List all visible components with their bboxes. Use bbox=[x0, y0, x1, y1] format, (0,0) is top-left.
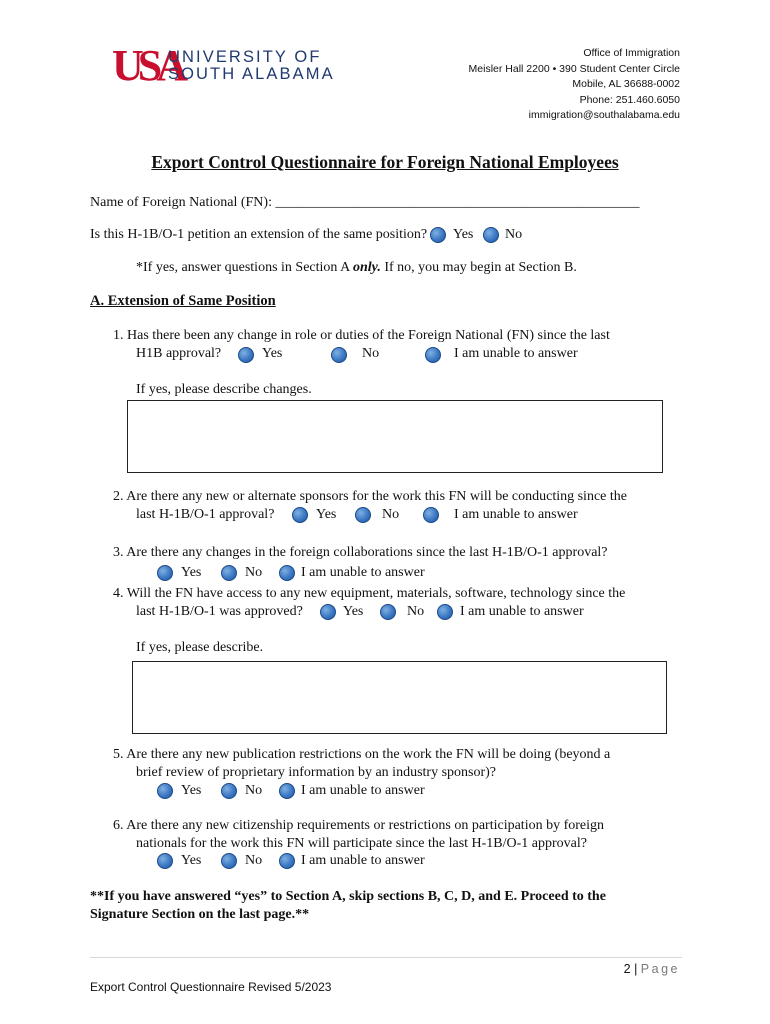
address-email[interactable]: immigration@southalabama.edu bbox=[528, 109, 680, 121]
q5-unable-radio[interactable] bbox=[279, 783, 295, 799]
university-line-2: SOUTH ALABAMA bbox=[168, 65, 335, 83]
document-title: Export Control Questionnaire for Foreign National Employees bbox=[151, 152, 619, 172]
q2-unable-radio[interactable] bbox=[423, 507, 439, 523]
q6-text: 6. Are there any new citizenship requirements or restrictions on participation by foreign bbox=[113, 818, 605, 833]
q3-unable-radio[interactable] bbox=[279, 565, 295, 581]
closing-instruction-2: Signature Section on the last page.** bbox=[90, 907, 310, 922]
q4-text-2: last H-1B/O-1 was approved? bbox=[136, 604, 303, 619]
q4-yes-label: Yes bbox=[343, 604, 364, 619]
instruction-note: *If yes, answer questions in Section A only. If no, you may begin at Section B. bbox=[136, 260, 577, 275]
q1-unable-label: I am unable to answer bbox=[454, 346, 578, 361]
q2-no-radio[interactable] bbox=[355, 507, 371, 523]
q4-yes-radio[interactable] bbox=[320, 604, 336, 620]
q2-yes-radio[interactable] bbox=[292, 507, 308, 523]
q4-no-label: No bbox=[407, 604, 425, 619]
q1-describe-textbox[interactable] bbox=[127, 400, 663, 473]
q4-describe-textbox[interactable] bbox=[132, 661, 667, 734]
address-line: Mobile, AL 36688-0002 bbox=[572, 78, 680, 90]
q2-text: 2. Are there any new or alternate sponsors for the work this FN will be conducting since the bbox=[113, 489, 627, 504]
q1-no-label: No bbox=[362, 346, 380, 361]
q6-yes-label: Yes bbox=[181, 853, 202, 868]
q1-yes-label: Yes bbox=[262, 346, 283, 361]
q1-text-2: H1B approval? bbox=[136, 346, 222, 361]
page-number: 2 | Page bbox=[623, 962, 680, 976]
q5-unable-label: I am unable to answer bbox=[301, 783, 425, 798]
q1-yes-radio[interactable] bbox=[238, 347, 254, 363]
footer-divider bbox=[90, 957, 682, 958]
q6-unable-radio[interactable] bbox=[279, 853, 295, 869]
q1-describe-label: If yes, please describe changes. bbox=[136, 382, 312, 397]
q2-text-2: last H-1B/O-1 approval? bbox=[136, 507, 275, 522]
office-address bbox=[469, 46, 680, 124]
q2-no-label: No bbox=[382, 507, 400, 522]
address-line: Office of Immigration bbox=[583, 47, 680, 59]
q2-yes-label: Yes bbox=[316, 507, 337, 522]
q6-text-2: nationals for the work this FN will participate since the last H-1B/O-1 approval? bbox=[136, 836, 588, 851]
q5-no-label: No bbox=[245, 783, 263, 798]
fn-name-field[interactable]: Name of Foreign National (FN): ____________________________________________________ bbox=[90, 195, 640, 210]
q2-unable-label: I am unable to answer bbox=[454, 507, 578, 522]
q4-unable-label: I am unable to answer bbox=[460, 604, 584, 619]
address-line: Meisler Hall 2200 • 390 Student Center Circle bbox=[468, 62, 680, 75]
extension-yes-radio[interactable] bbox=[430, 227, 446, 243]
q5-yes-radio[interactable] bbox=[157, 783, 173, 799]
q6-unable-label: I am unable to answer bbox=[301, 853, 425, 868]
extension-no-radio[interactable] bbox=[483, 227, 499, 243]
q3-unable-label: I am unable to answer bbox=[301, 565, 425, 580]
q6-no-label: No bbox=[245, 853, 263, 868]
closing-instruction-1: **If you have answered “yes” to Section A, skip sections B, C, D, and E. Proceed to the bbox=[90, 889, 606, 904]
q3-yes-radio[interactable] bbox=[157, 565, 173, 581]
q4-no-radio[interactable] bbox=[380, 604, 396, 620]
address-line: Phone: 251.460.6050 bbox=[579, 93, 680, 106]
logo-letters: USA bbox=[112, 41, 183, 90]
q3-yes-label: Yes bbox=[181, 565, 202, 580]
q3-no-label: No bbox=[245, 565, 263, 580]
university-name bbox=[168, 49, 335, 83]
q4-describe-label: If yes, please describe. bbox=[136, 640, 264, 655]
extension-no-label: No bbox=[505, 227, 523, 242]
extension-question: Is this H-1B/O-1 petition an extension of the same position? bbox=[90, 227, 428, 242]
q3-text: 3. Are there any changes in the foreign collaborations since the last H-1B/O-1 approval? bbox=[113, 545, 608, 560]
q1-text: 1. Has there been any change in role or duties of the Foreign National (FN) since the last bbox=[113, 328, 610, 343]
q1-no-radio[interactable] bbox=[331, 347, 347, 363]
q5-yes-label: Yes bbox=[181, 783, 202, 798]
q3-no-radio[interactable] bbox=[221, 565, 237, 581]
q4-unable-radio[interactable] bbox=[437, 604, 453, 620]
q5-no-radio[interactable] bbox=[221, 783, 237, 799]
q6-yes-radio[interactable] bbox=[157, 853, 173, 869]
q6-no-radio[interactable] bbox=[221, 853, 237, 869]
section-a-heading: A. Extension of Same Position bbox=[90, 293, 276, 309]
university-line-1: UNIVERSITY OF bbox=[168, 48, 322, 66]
q5-text-2: brief review of proprietary information by an industry sponsor)? bbox=[136, 765, 497, 780]
q4-text: 4. Will the FN have access to any new equipment, materials, software, technology since the bbox=[113, 586, 626, 601]
footer-revision: Export Control Questionnaire Revised 5/2023 bbox=[90, 980, 332, 994]
q5-text: 5. Are there any new publication restrictions on the work the FN will be doing (beyond a bbox=[113, 747, 611, 762]
q1-unable-radio[interactable] bbox=[425, 347, 441, 363]
usa-logo bbox=[112, 40, 183, 90]
extension-yes-label: Yes bbox=[453, 227, 474, 242]
